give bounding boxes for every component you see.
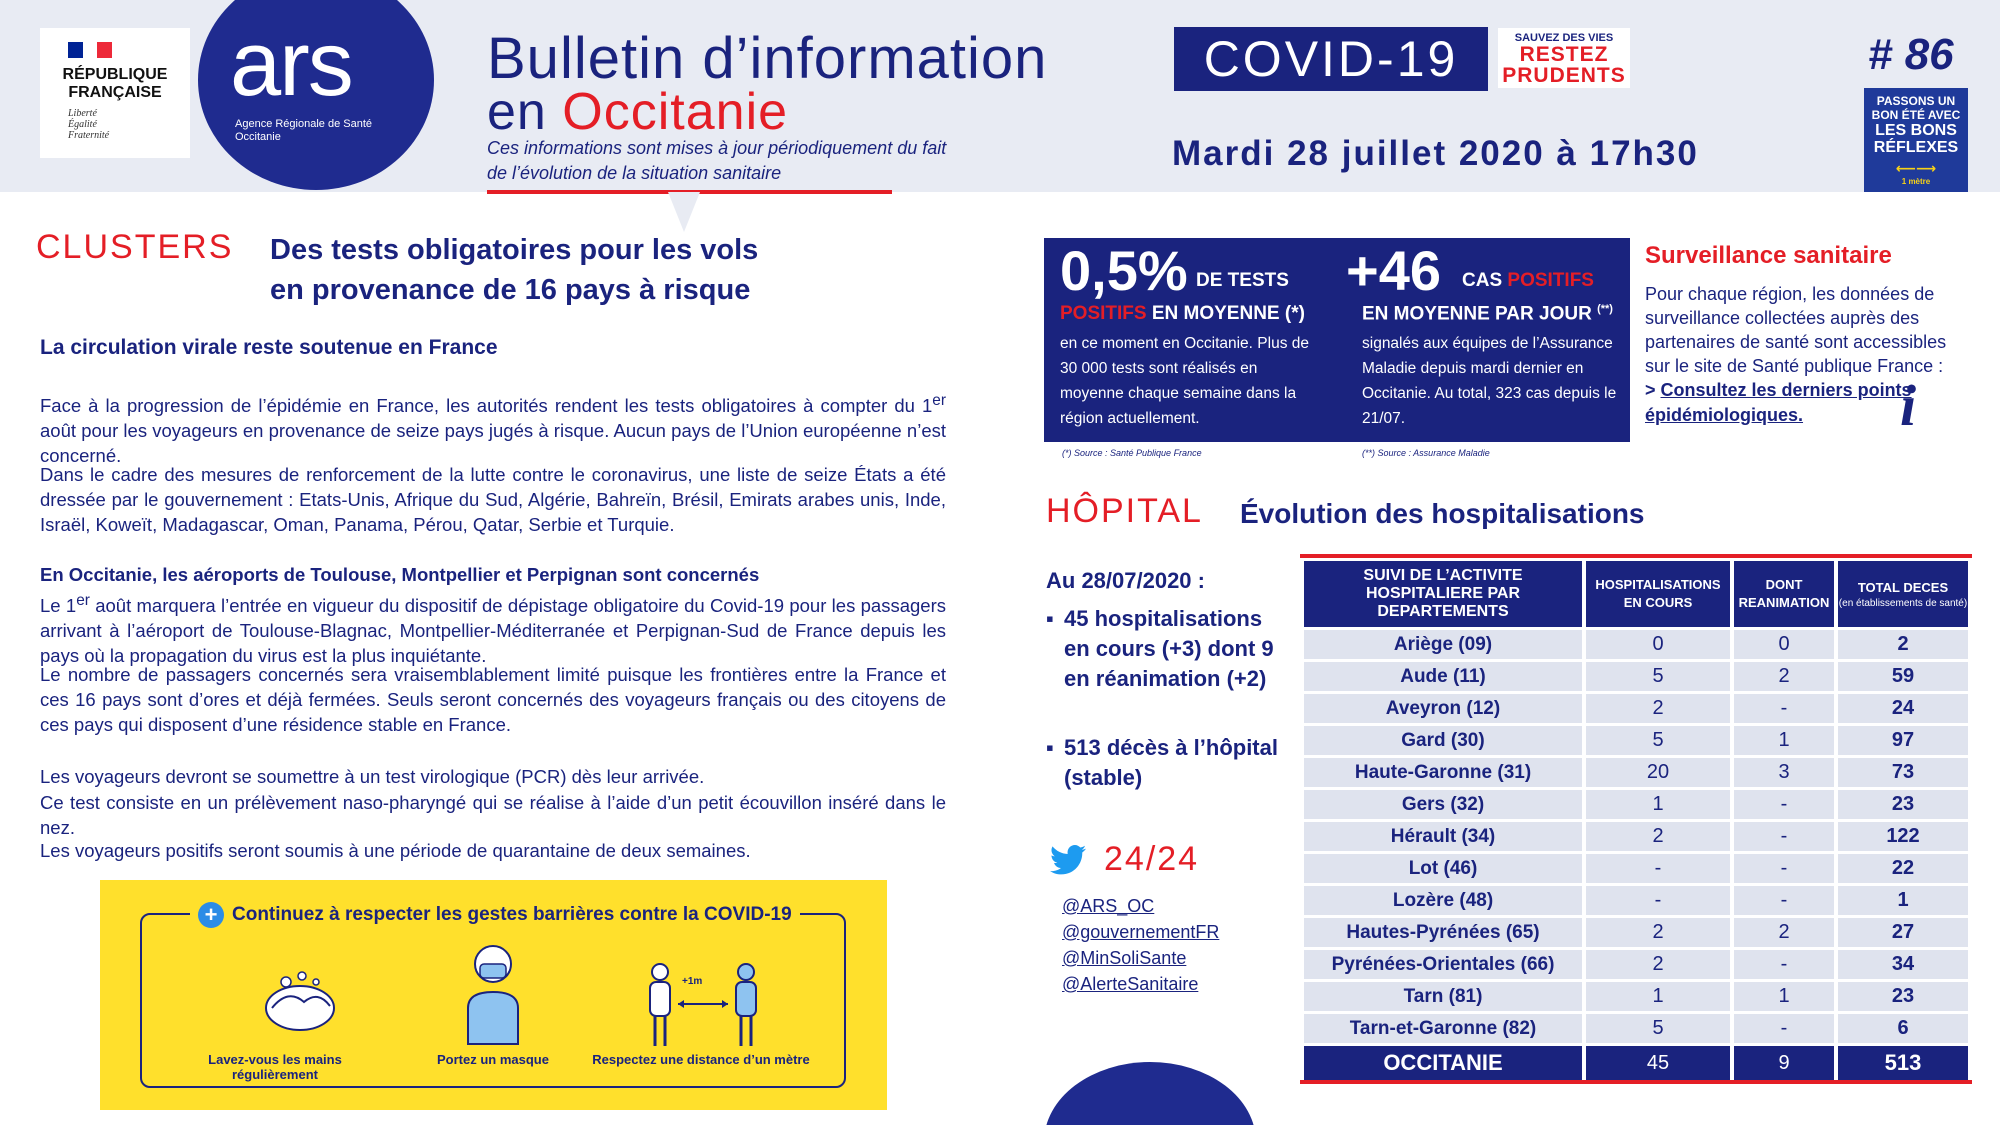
bullet-icon: ▪: [1046, 606, 1054, 631]
hospitalisations-cell: -: [1586, 854, 1730, 883]
twitter-handle-alertesanitaire[interactable]: @AlerteSanitaire: [1062, 974, 1199, 994]
bulletin-title: Bulletin d’information: [487, 26, 1048, 91]
paragraph-1: [40, 388, 946, 468]
hospitalisations-cell: 2: [1586, 918, 1730, 947]
passons-line3: LES BONS: [1875, 122, 1957, 139]
deces-cell: 23: [1838, 790, 1968, 819]
table-row: [1304, 694, 1968, 723]
cases-label2: [1362, 303, 1613, 325]
p1-part-b: août pour les voyageurs en provenance de seize pays jugés à risque. Aucun pays de l’Union européenne n’est concerné.: [40, 420, 946, 467]
hospitalisations-bullet: [1046, 604, 1286, 694]
deces-cell: 22: [1838, 854, 1968, 883]
p1-part-a: Face à la progression de l’épidémie en France, les autorités rendent les tests obligatoires à compter du 1: [40, 395, 933, 417]
department-cell: Aude (11): [1304, 662, 1582, 691]
bullet-icon: ▪: [1046, 735, 1054, 760]
reanimation-cell: 1: [1734, 726, 1834, 755]
paragraph-5: Les voyageurs devront se soumettre à un test virologique (PCR) dès leur arrivée.: [40, 766, 705, 787]
p3-sup: er: [76, 592, 90, 609]
title-en: en: [487, 83, 563, 141]
department-cell: Lot (46): [1304, 854, 1582, 883]
surveillance-title: Surveillance sanitaire: [1645, 242, 1892, 269]
p1-sup: er: [932, 392, 946, 409]
bullet2-text: 513 décès à l’hôpital (stable): [1064, 735, 1278, 790]
french-flag-icon: [68, 42, 112, 58]
department-cell: Lozère (48): [1304, 886, 1582, 915]
department-cell: Gard (30): [1304, 726, 1582, 755]
hospitalisations-cell: 0: [1586, 630, 1730, 659]
reanimation-cell: -: [1734, 790, 1834, 819]
header-hospitalisations: HOSPITALISATIONS EN COURS: [1586, 561, 1730, 627]
cases-label2-text: EN MOYENNE PAR JOUR: [1362, 303, 1592, 325]
hospitalisations-cell: 1: [1586, 982, 1730, 1011]
department-cell: Ariège (09): [1304, 630, 1582, 659]
passons-distance: 1 mètre: [1901, 177, 1931, 186]
rf-line2: FRANÇAISE: [68, 84, 162, 101]
positivity-rate: 0,5%: [1060, 239, 1188, 302]
bulletin-subtitle: [487, 84, 788, 140]
distance-caption: Respectez une distance d’un mètre: [592, 1052, 810, 1067]
passons-line1: PASSONS UN: [1876, 94, 1956, 108]
paragraph-4: Le nombre de passagers concernés sera vraisemblablement limité puisque les frontières entre la France et ces 16 pays sont d’ores et déjà fermées. Seuls seront concernés des voyageurs français ou des citoyens de ces pays qui disposent d’une résidence stable en France.: [40, 664, 946, 735]
reanimation-cell: -: [1734, 1014, 1834, 1043]
title-region: Occitanie: [562, 83, 789, 141]
clusters-title-line1: Des tests obligatoires pour les vols: [270, 234, 759, 266]
distance-icon: [642, 960, 766, 1050]
table-total-row: [1304, 1046, 1968, 1080]
department-cell: Aveyron (12): [1304, 694, 1582, 723]
restez-line1: SAUVEZ DES VIES: [1514, 32, 1614, 44]
deces-bullet: [1046, 733, 1286, 793]
restez-line2: RESTEZ: [1519, 43, 1609, 66]
table-header-row: [1304, 561, 1968, 627]
deces-cell: 97: [1838, 726, 1968, 755]
table-row: [1304, 886, 1968, 915]
update-note: Ces informations sont mises à jour périodiquement du fait de l’évolution de la situation sanitaire: [487, 138, 947, 183]
reanimation-cell: -: [1734, 822, 1834, 851]
gestes-title-text: Continuez à respecter les gestes barrières contre la COVID-19: [232, 904, 792, 925]
department-cell: Tarn-et-Garonne (82): [1304, 1014, 1582, 1043]
deces-cell: 73: [1838, 758, 1968, 787]
hospitalisations-cell: 2: [1586, 822, 1730, 851]
passons-line4: RÉFLEXES: [1873, 139, 1959, 156]
deces-cell: 23: [1838, 982, 1968, 1011]
daily-cases: +46: [1346, 239, 1441, 302]
department-cell: Tarn (81): [1304, 982, 1582, 1011]
clusters-label: CLUSTERS: [36, 228, 234, 266]
hopital-date: Au 28/07/2020 :: [1046, 568, 1205, 593]
header-deces-note: (en établissements de santé): [1838, 597, 1968, 609]
total-reanimation-cell: 9: [1734, 1046, 1834, 1080]
republique-francaise-logo: [40, 28, 190, 158]
paragraph-3: [40, 588, 946, 668]
ars-sub-line1: Agence Régionale de Santé: [235, 118, 372, 130]
distance-arrows-icon: ⟵⟶: [1895, 160, 1937, 176]
table-row: [1304, 950, 1968, 979]
table-body: [1304, 630, 1968, 1080]
clusters-intro: La circulation virale reste soutenue en France: [40, 336, 498, 359]
hospitalisations-cell: -: [1586, 886, 1730, 915]
plus-icon: +: [198, 902, 224, 928]
gestes-title: [190, 902, 800, 928]
deces-cell: 34: [1838, 950, 1968, 979]
header-deces: [1838, 561, 1968, 627]
bullet1-text: 45 hospitalisations en cours (+3) dont 9 en réanimation (+2): [1064, 606, 1274, 691]
total-department-cell: OCCITANIE: [1304, 1046, 1582, 1080]
paragraph-7: Les voyageurs positifs seront soumis à une période de quarantaine de deux semaines.: [40, 840, 751, 861]
table-bottom-rule: [1300, 1080, 1972, 1084]
clusters-title: [270, 230, 758, 310]
epidemiology-link[interactable]: Consultez les derniers points épidémiologiques.: [1645, 380, 1912, 425]
positivity-label1: DE TESTS: [1196, 270, 1289, 291]
reanimation-cell: -: [1734, 694, 1834, 723]
cases-red: POSITIFS: [1507, 270, 1594, 291]
hopital-label: HÔPITAL: [1046, 492, 1203, 530]
surveillance-text: Pour chaque région, les données de surveillance collectées auprès des partenaires de santé sont accessibles sur le site de Santé publique France :: [1645, 284, 1947, 376]
department-cell: Haute-Garonne (31): [1304, 758, 1582, 787]
link-prefix: >: [1645, 380, 1661, 400]
deces-cell: 27: [1838, 918, 1968, 947]
reanimation-cell: -: [1734, 886, 1834, 915]
header-deces-text: TOTAL DECES: [1857, 579, 1949, 595]
twitter-handle-minsolisante[interactable]: @MinSoliSante: [1062, 948, 1187, 968]
header-reanimation: DONT REANIMATION: [1734, 561, 1834, 627]
table-row: [1304, 982, 1968, 1011]
hospitalisations-cell: 5: [1586, 662, 1730, 691]
bulletin-date: Mardi 28 juillet 2020 à 17h30: [1172, 134, 1699, 173]
twitter-handle-ars[interactable]: @ARS_OC: [1062, 896, 1155, 916]
restez-prudents-badge: [1498, 28, 1630, 88]
mask-caption: Portez un masque: [437, 1052, 549, 1067]
cases-label2-sup: (**): [1597, 303, 1613, 315]
source-1: (*) Source : Santé Publique France: [1062, 448, 1202, 458]
positivity-description: en ce moment en Occitanie. Plus de 30 000 tests sont réalisés en moyenne chaque semaine dans la région actuellement.: [1060, 335, 1309, 427]
table-row: [1304, 854, 1968, 883]
header-departements: SUIVI DE L’ACTIVITE HOSPITALIERE PAR DEPARTEMENTS: [1304, 561, 1582, 627]
deces-cell: 59: [1838, 662, 1968, 691]
p3-part-a: Le 1: [40, 595, 77, 617]
hospitalisations-cell: 2: [1586, 694, 1730, 723]
wash-hands-caption: Lavez-vous les mains régulièrement: [208, 1052, 342, 1082]
source-2: (**) Source : Assurance Maladie: [1362, 448, 1490, 458]
reanimation-cell: 0: [1734, 630, 1834, 659]
positivity-label2: [1060, 303, 1305, 325]
twitter-handle-gouvernement[interactable]: @gouvernementFR: [1062, 922, 1220, 942]
paragraph-6: Ce test consiste en un prélèvement naso-pharyngé qui se réalise à l’aide d’un petit écouvillon inséré dans le nez.: [40, 792, 946, 838]
restez-line3: PRUDENTS: [1502, 64, 1626, 87]
issue-number: # 86: [1868, 30, 1954, 79]
hospitalisations-cell: 5: [1586, 726, 1730, 755]
callout-pointer: [668, 192, 700, 232]
rf-motto-2: Égalité: [68, 119, 97, 130]
table-row: [1304, 758, 1968, 787]
reanimation-cell: -: [1734, 854, 1834, 883]
table-row: [1304, 630, 1968, 659]
reanimation-cell: -: [1734, 950, 1834, 979]
p3-part-b: août marquera l’entrée en vigueur du dispositif de dépistage obligatoire du Covid-19 pour les passagers arrivant à l’aéroport de Toulouse-Blagnac, Montpellier-Méditerranée et Perpignan-Sud de France depuis les pays où la propagation du virus est la plus inquiétante.: [40, 595, 946, 667]
positivity-red: POSITIFS: [1060, 303, 1147, 324]
hospitalisations-cell: 20: [1586, 758, 1730, 787]
rf-motto-1: Liberté: [68, 108, 97, 119]
ars-logo-subtitle: [235, 118, 372, 144]
airports-subhead: En Occitanie, les aéroports de Toulouse, Montpellier et Perpignan sont concernés: [40, 564, 760, 585]
table-row: [1304, 790, 1968, 819]
reanimation-cell: 2: [1734, 918, 1834, 947]
ars-sub-line2: Occitanie: [235, 131, 281, 143]
hospital-activity-table: [1300, 558, 1972, 1083]
twitter-icon: [1050, 844, 1086, 876]
reanimation-cell: 3: [1734, 758, 1834, 787]
reanimation-cell: 2: [1734, 662, 1834, 691]
ars-logo: ars: [230, 13, 352, 115]
deces-cell: 6: [1838, 1014, 1968, 1043]
table-row: [1304, 918, 1968, 947]
hospitalisations-cell: 5: [1586, 1014, 1730, 1043]
bons-reflexes-badge: [1864, 88, 1968, 192]
paragraph-2: Dans le cadre des mesures de renforcement de la lutte contre le coronavirus, une liste de seize États a été dressée par le gouvernement : Etats-Unis, Afrique du Sud, Algérie, Bahreïn, Brésil, Emirats arabes unis, Inde, Israël, Koweït, Madagascar, Oman, Panama, Pérou, Qatar, Serbie et Turquie.: [40, 464, 946, 535]
rf-line1: RÉPUBLIQUE: [62, 66, 168, 83]
deces-cell: 24: [1838, 694, 1968, 723]
mask-person-icon: [462, 938, 524, 1048]
deces-cell: 1: [1838, 886, 1968, 915]
department-cell: Hautes-Pyrénées (65): [1304, 918, 1582, 947]
distance-label: +1m: [682, 976, 703, 987]
hospitalisations-cell: 2: [1586, 950, 1730, 979]
deces-cell: 2: [1838, 630, 1968, 659]
table-row: [1304, 662, 1968, 691]
table-row: [1304, 1014, 1968, 1043]
decorative-circle: [1044, 1062, 1256, 1125]
cases-label1: [1462, 270, 1594, 292]
deces-cell: 122: [1838, 822, 1968, 851]
wash-hands-icon: [258, 968, 342, 1034]
hospitalisations-cell: 1: [1586, 790, 1730, 819]
cases-description: signalés aux équipes de l’Assurance Maladie depuis mardi dernier en Occitanie. Au total, 323 cas depuis le 21/07.: [1362, 335, 1617, 427]
positivity-rest: EN MOYENNE (*): [1146, 303, 1305, 324]
twitter-label: 24/24: [1104, 840, 1200, 878]
covid-badge: COVID-19: [1174, 27, 1488, 91]
reanimation-cell: 1: [1734, 982, 1834, 1011]
passons-line2: BON ÉTÉ AVEC: [1871, 108, 1961, 122]
department-cell: Pyrénées-Orientales (66): [1304, 950, 1582, 979]
cases-white: CAS: [1462, 270, 1508, 291]
info-icon: i: [1900, 373, 1917, 438]
total-deces-cell: 513: [1838, 1046, 1968, 1080]
clusters-title-line2: en provenance de 16 pays à risque: [270, 274, 751, 306]
rf-motto-3: Fraternité: [68, 130, 110, 141]
table-row: [1304, 822, 1968, 851]
total-hospitalisations-cell: 45: [1586, 1046, 1730, 1080]
department-cell: Gers (32): [1304, 790, 1582, 819]
table-row: [1304, 726, 1968, 755]
hopital-title: Évolution des hospitalisations: [1240, 498, 1645, 529]
department-cell: Hérault (34): [1304, 822, 1582, 851]
